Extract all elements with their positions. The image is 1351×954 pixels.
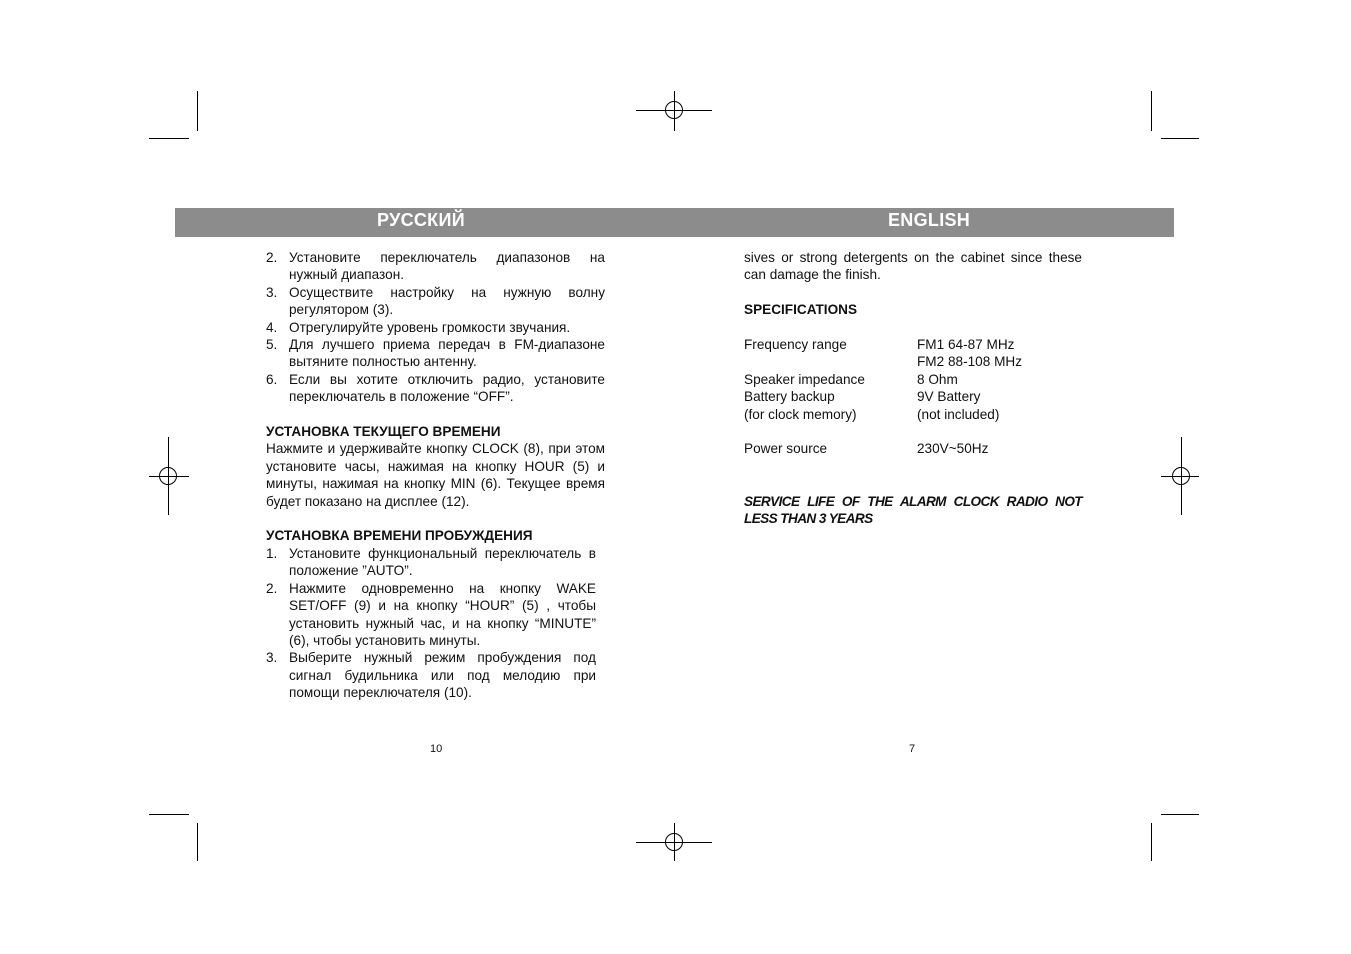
list-item: 1. Установите функциональный переключатель в положение ”AUTO”. [266,545,596,579]
radio-steps-list [266,249,605,406]
list-item: 3. Выберите нужный режим пробуждения под сигнал будильника или под мелодию при помощи переключателя (10). [266,650,596,701]
header-title-english: ENGLISH [888,210,971,230]
list-item: 2. Нажмите одновременно на кнопку WAKE SET/OFF (9) и на кнопку “HOUR” (5) , чтобы установить нужный час, и на кнопку “MINUTE” (6), чтобы установить минуты. [266,580,596,648]
list-item: 2. Установите переключатель диапазонов на нужный диапазон. [266,250,605,283]
language-header-bar [175,208,1174,237]
table-row: Battery backup 9V Battery [744,389,981,405]
table-row: FM2 88-108 MHz [917,354,1023,370]
clock-setting-text: Нажмите и удерживайте кнопку CLOCK (8), при этом установите часы, нажимая на кнопку HOUR (5) и минуты, нажимая на кнопку MIN (6). Текущее время будет показано на дисплее (12). [266,441,605,509]
list-item: 5. Для лучшего приема передач в FM-диапазоне вытяните полностью антенну. [266,337,605,370]
header-title-russian: РУССКИЙ [377,210,465,230]
wake-setting-heading: УСТАНОВКА ВРЕМЕНИ ПРОБУЖДЕНИЯ [266,528,533,544]
table-row: Power source 230V~50Hz [744,441,989,457]
clock-setting-heading: УСТАНОВКА ТЕКУЩЕГО ВРЕМЕНИ [266,424,501,440]
list-item: 6. Если вы хотите отключить радио, установите переключатель в положение “OFF”. [266,371,605,405]
page-number-right: 7 [909,743,916,755]
russian-column [266,249,605,702]
specifications-table [744,336,1082,458]
cleaning-note-text: sives or strong detergents on the cabinet since these can damage the finish. [744,250,1082,283]
table-row: Speaker impedance 8 Ohm [744,371,958,387]
specifications-heading: SPECIFICATIONS [744,302,858,318]
page-number-left: 10 [430,743,443,755]
table-row: (for clock memory) (not included) [744,406,1000,422]
english-column [744,249,1082,527]
list-item: 4. Отрегулируйте уровень громкости звучания. [266,319,571,335]
service-life-note: SERVICE LIFE OF THE ALARM CLOCK RADIO NOT LESS THAN 3 YEARS [744,493,1082,527]
table-row [744,423,1082,440]
wake-steps-list [266,545,596,702]
table-row: Frequency range FM1 64-87 MHz [744,337,1015,352]
list-item: 3. Осуществите настройку на нужную волну регулятором (3). [266,284,605,318]
